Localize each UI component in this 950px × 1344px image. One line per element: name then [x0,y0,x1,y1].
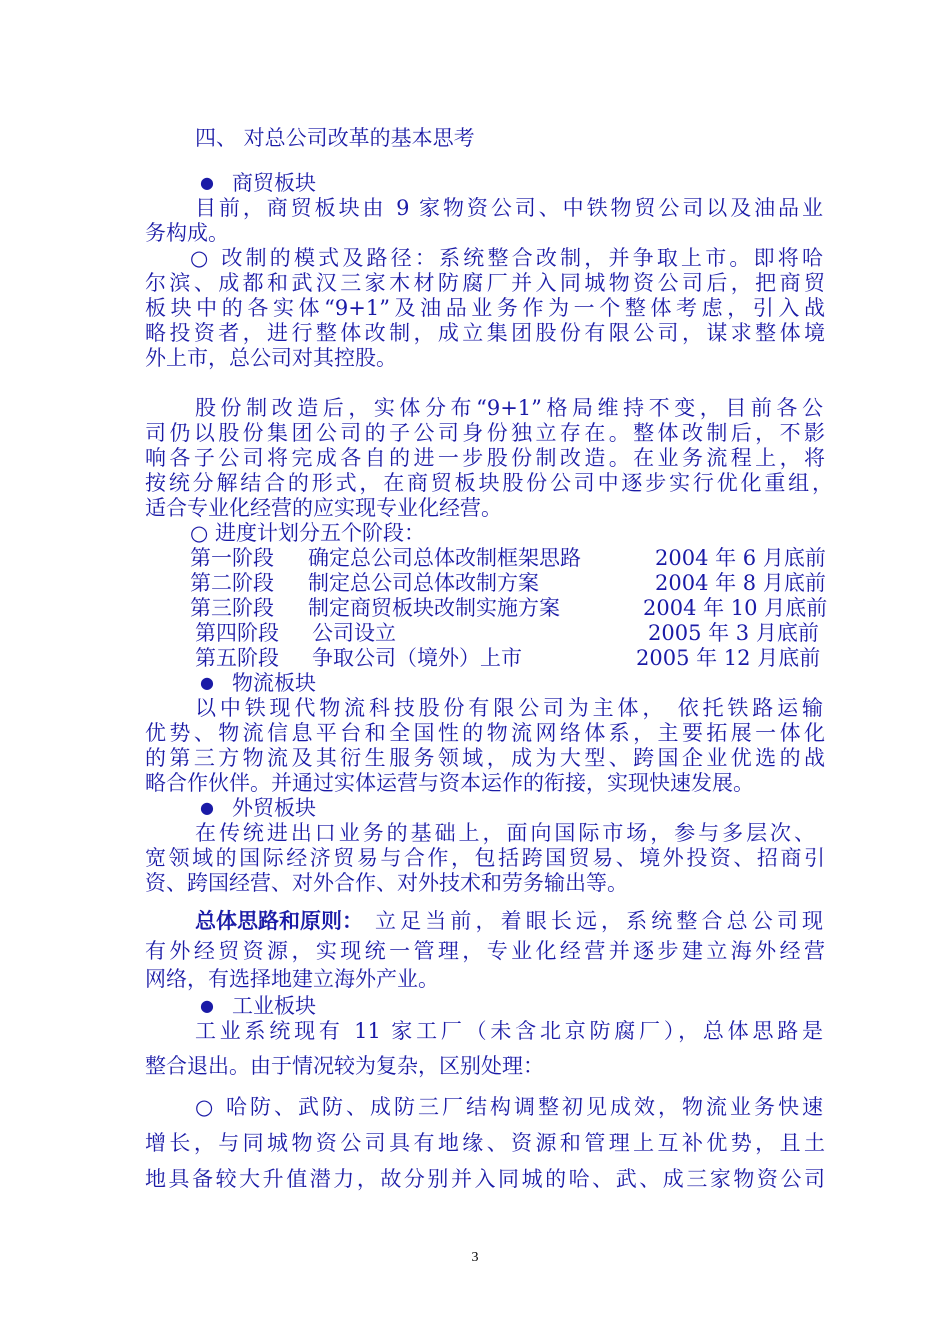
industry-line: 工业系统现有 11 家工厂（未含北京防腐厂），总体思路是 [195,1019,823,1043]
stage-name: 第三阶段 [190,596,274,620]
heading-logistics-label: 物流板块 [232,671,316,695]
stage-task: 公司设立 [312,621,396,645]
industry-item-line: 地具备较大升值潜力，故分别并入同城的哈、武、成三家物资公司 [145,1167,825,1191]
heading-trade-label: 外贸板块 [232,796,316,820]
commerce-after-line: 响各子公司将完成各自的进一步股份制改造。在业务流程上，将 [145,446,825,470]
stage-date: 2004 年 8 月底前 [655,571,826,595]
stage-task: 争取公司（境外）上市 [312,646,522,670]
commerce-model-line: 外上市，总公司对其控股。 [145,346,397,370]
heading-industry [200,993,316,1019]
heading-commerce [200,170,316,196]
heading-logistics [200,670,316,696]
section-title: 四、 对总公司改革的基本思考 [195,126,475,150]
bullet-icon: ● [200,673,214,692]
bullet-icon: ● [200,173,214,192]
commerce-intro-line: 目前，商贸板块由 9 家物资公司、中铁物贸公司以及油品业 [195,196,823,220]
page-number: 3 [471,1250,479,1265]
stage-name: 第四阶段 [195,621,279,645]
industry-item-line: 增长，与同城物资公司具有地缘、资源和管理上互补优势，且土 [145,1131,825,1155]
principle-line: 网络，有选择地建立海外产业。 [145,967,439,991]
principle-label: 总体思路和原则： [195,909,363,933]
principle-line: 立足当前，着眼长远，系统整合总公司现 [375,909,823,933]
stage-task: 制定商贸板块改制实施方案 [308,596,560,620]
commerce-after-line: 股份制改造后，实体分布“9+1”格局维持不变，目前各公 [195,396,823,420]
commerce-intro-line: 务构成。 [145,221,229,245]
trade-line: 宽领域的国际经济贸易与合作，包括跨国贸易、境外投资、招商引 [145,846,825,870]
principle-line: 有外经贸资源，实现统一管理，专业化经营并逐步建立海外经营 [145,939,825,963]
stage-date: 2004 年 10 月底前 [643,596,828,620]
industry-line: 整合退出。由于情况较为复杂，区别处理： [145,1054,544,1078]
stage-date: 2005 年 3 月底前 [648,621,819,645]
commerce-after-line: 司仍以股份集团公司的子公司身份独立存在。整体改制后，不影 [145,421,825,445]
trade-line: 资、跨国经营、对外合作、对外技术和劳务输出等。 [145,871,628,895]
commerce-after-line: 按统分解结合的形式，在商贸板块股份公司中逐步实行优化重组， [145,471,833,495]
logistics-line: 优势、物流信息平台和全国性的物流网络体系，主要拓展一体化 [145,721,825,745]
logistics-line: 的第三方物流及其衍生服务领域，成为大型、跨国企业优选的战 [145,746,825,770]
commerce-model-line: 尔滨、成都和武汉三家木材防腐厂并入同城物资公司后，把商贸 [145,271,825,295]
bullet-icon: ● [200,996,214,1015]
commerce-model-line: 略投资者，进行整体改制，成立集团股份有限公司，谋求整体境 [145,321,825,345]
stage-task: 确定总公司总体改制框架思路 [308,546,581,570]
stage-name: 第二阶段 [190,571,274,595]
heading-trade [200,795,316,821]
industry-item-line: ○ 哈防、武防、成防三厂结构调整初见成效，物流业务快速 [195,1095,823,1119]
stage-name: 第一阶段 [190,546,274,570]
logistics-line: 以中铁现代物流科技股份有限公司为主体， 依托铁路运输 [195,696,823,720]
trade-line: 在传统进出口业务的基础上，面向国际市场，参与多层次、 [195,821,815,845]
stage-task: 制定总公司总体改制方案 [308,571,539,595]
logistics-line: 略合作伙伴。并通过实体运营与资本运作的衔接，实现快速发展。 [145,771,754,795]
heading-industry-label: 工业板块 [232,994,316,1018]
stage-name: 第五阶段 [195,646,279,670]
stage-date: 2004 年 6 月底前 [655,546,826,570]
heading-commerce-label: 商贸板块 [232,171,316,195]
commerce-model-line: 板块中的各实体“9+1”及油品业务作为一个整体考虑，引入战 [145,296,825,320]
commerce-model-line: ○ 改制的模式及路径：系统整合改制，并争取上市。即将哈 [190,246,823,270]
commerce-after-line: 适合专业化经营的应实现专业化经营。 [145,496,502,520]
schedule-title: ○ 进度计划分五个阶段： [190,521,425,545]
stage-date: 2005 年 12 月底前 [636,646,821,670]
bullet-icon: ● [200,798,214,817]
